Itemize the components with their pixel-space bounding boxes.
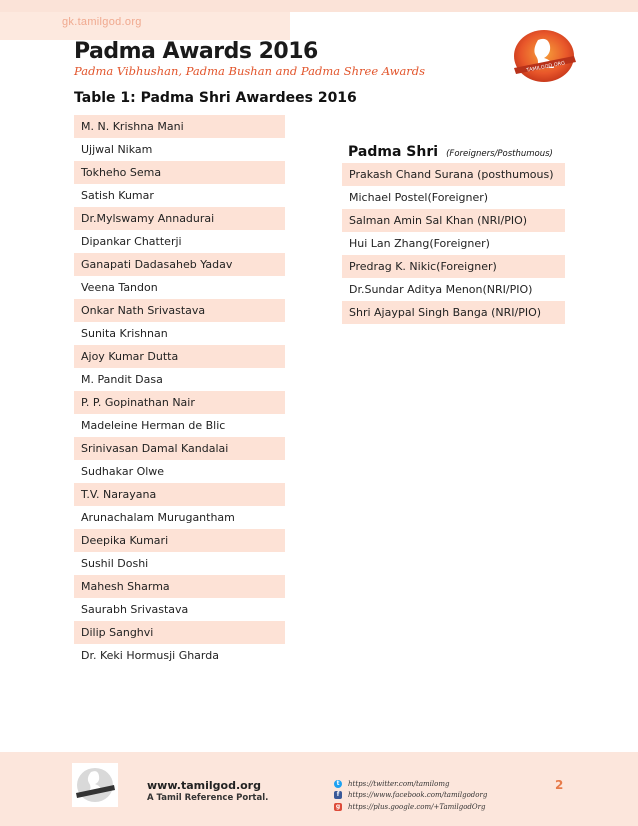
list-item: M. N. Krishna Mani bbox=[74, 115, 285, 138]
list-item: Sushil Doshi bbox=[81, 557, 149, 570]
list-item: Srinivasan Damal Kandalai bbox=[74, 437, 285, 460]
footer-tagline: A Tamil Reference Portal. bbox=[147, 793, 269, 803]
top-band bbox=[0, 0, 638, 12]
list-item: Dilip Sanghvi bbox=[74, 621, 285, 644]
list-item: Sunita Krishnan bbox=[81, 327, 168, 340]
page-number: 2 bbox=[555, 778, 564, 792]
googleplus-icon: g bbox=[335, 802, 341, 810]
footer-site-link[interactable]: www.tamilgod.org bbox=[147, 779, 261, 792]
list-item: Hui Lan Zhang(Foreigner) bbox=[349, 237, 490, 250]
table1-heading: Table 1: Padma Shri Awardees 2016 bbox=[74, 90, 357, 106]
list-item: Ujjwal Nikam bbox=[81, 143, 153, 156]
list-item: Saurabh Srivastava bbox=[81, 603, 189, 616]
facebook-icon: f bbox=[334, 791, 342, 799]
site-url[interactable]: gk.tamilgod.org bbox=[62, 16, 142, 28]
list-item: Sudhakar Olwe bbox=[81, 465, 165, 478]
list-item: Ganapati Dadasaheb Yadav bbox=[74, 253, 285, 276]
page-subtitle: Padma Vibhushan, Padma Bushan and Padma Shree Awards bbox=[74, 64, 426, 78]
table2-heading-title: Padma Shri bbox=[348, 144, 439, 160]
googleplus-link[interactable] bbox=[334, 801, 534, 813]
list-item: Veena Tandon bbox=[81, 281, 158, 294]
list-item: Dipankar Chatterji bbox=[81, 235, 182, 248]
facebook-url[interactable]: https://www.facebook.com/tamilgodorg bbox=[348, 791, 488, 800]
list-item: Onkar Nath Srivastava bbox=[74, 299, 285, 322]
social-links bbox=[334, 778, 534, 813]
list-item: Prakash Chand Surana (posthumous) bbox=[342, 163, 565, 186]
list-item: Deepika Kumari bbox=[74, 529, 285, 552]
googleplus-url[interactable]: https://plus.google.com/+TamilgodOrg bbox=[348, 802, 486, 811]
list-item: M. Pandit Dasa bbox=[81, 373, 163, 386]
list-item: Mahesh Sharma bbox=[74, 575, 285, 598]
list-item: P. P. Gopinathan Nair bbox=[74, 391, 285, 414]
list-item: Shri Ajaypal Singh Banga (NRI/PIO) bbox=[342, 301, 565, 324]
table2-heading-note: (Foreigners/Posthumous) bbox=[446, 149, 553, 159]
list-item: Tokheho Sema bbox=[74, 161, 285, 184]
list-item: Arunachalam Murugantham bbox=[81, 511, 235, 524]
twitter-icon: t bbox=[334, 780, 342, 788]
list-item: Dr. Keki Hormusji Gharda bbox=[81, 649, 219, 662]
padma-shri-foreigners-list bbox=[342, 163, 565, 324]
list-item: Satish Kumar bbox=[81, 189, 154, 202]
table2-heading bbox=[348, 141, 553, 160]
facebook-link[interactable] bbox=[334, 790, 534, 802]
list-item: Salman Amin Sal Khan (NRI/PIO) bbox=[342, 209, 565, 232]
tamilgod-logo bbox=[508, 28, 580, 84]
list-item: Ajoy Kumar Dutta bbox=[74, 345, 285, 368]
list-item: Michael Postel(Foreigner) bbox=[349, 191, 489, 204]
logo-text: TAMILGOD.ORG bbox=[525, 60, 566, 74]
twitter-link[interactable] bbox=[334, 778, 534, 790]
page-title: Padma Awards 2016 bbox=[74, 39, 318, 64]
list-item: Madeleine Herman de Blic bbox=[81, 419, 226, 432]
list-item: Predrag K. Nikic(Foreigner) bbox=[342, 255, 565, 278]
list-item: Dr.Mylswamy Annadurai bbox=[74, 207, 285, 230]
list-item: T.V. Narayana bbox=[74, 483, 285, 506]
footer-logo bbox=[72, 763, 118, 807]
padma-shri-list bbox=[74, 115, 285, 667]
list-item: Dr.Sundar Aditya Menon(NRI/PIO) bbox=[349, 283, 533, 296]
twitter-url[interactable]: https://twitter.com/tamilomg bbox=[348, 779, 450, 788]
